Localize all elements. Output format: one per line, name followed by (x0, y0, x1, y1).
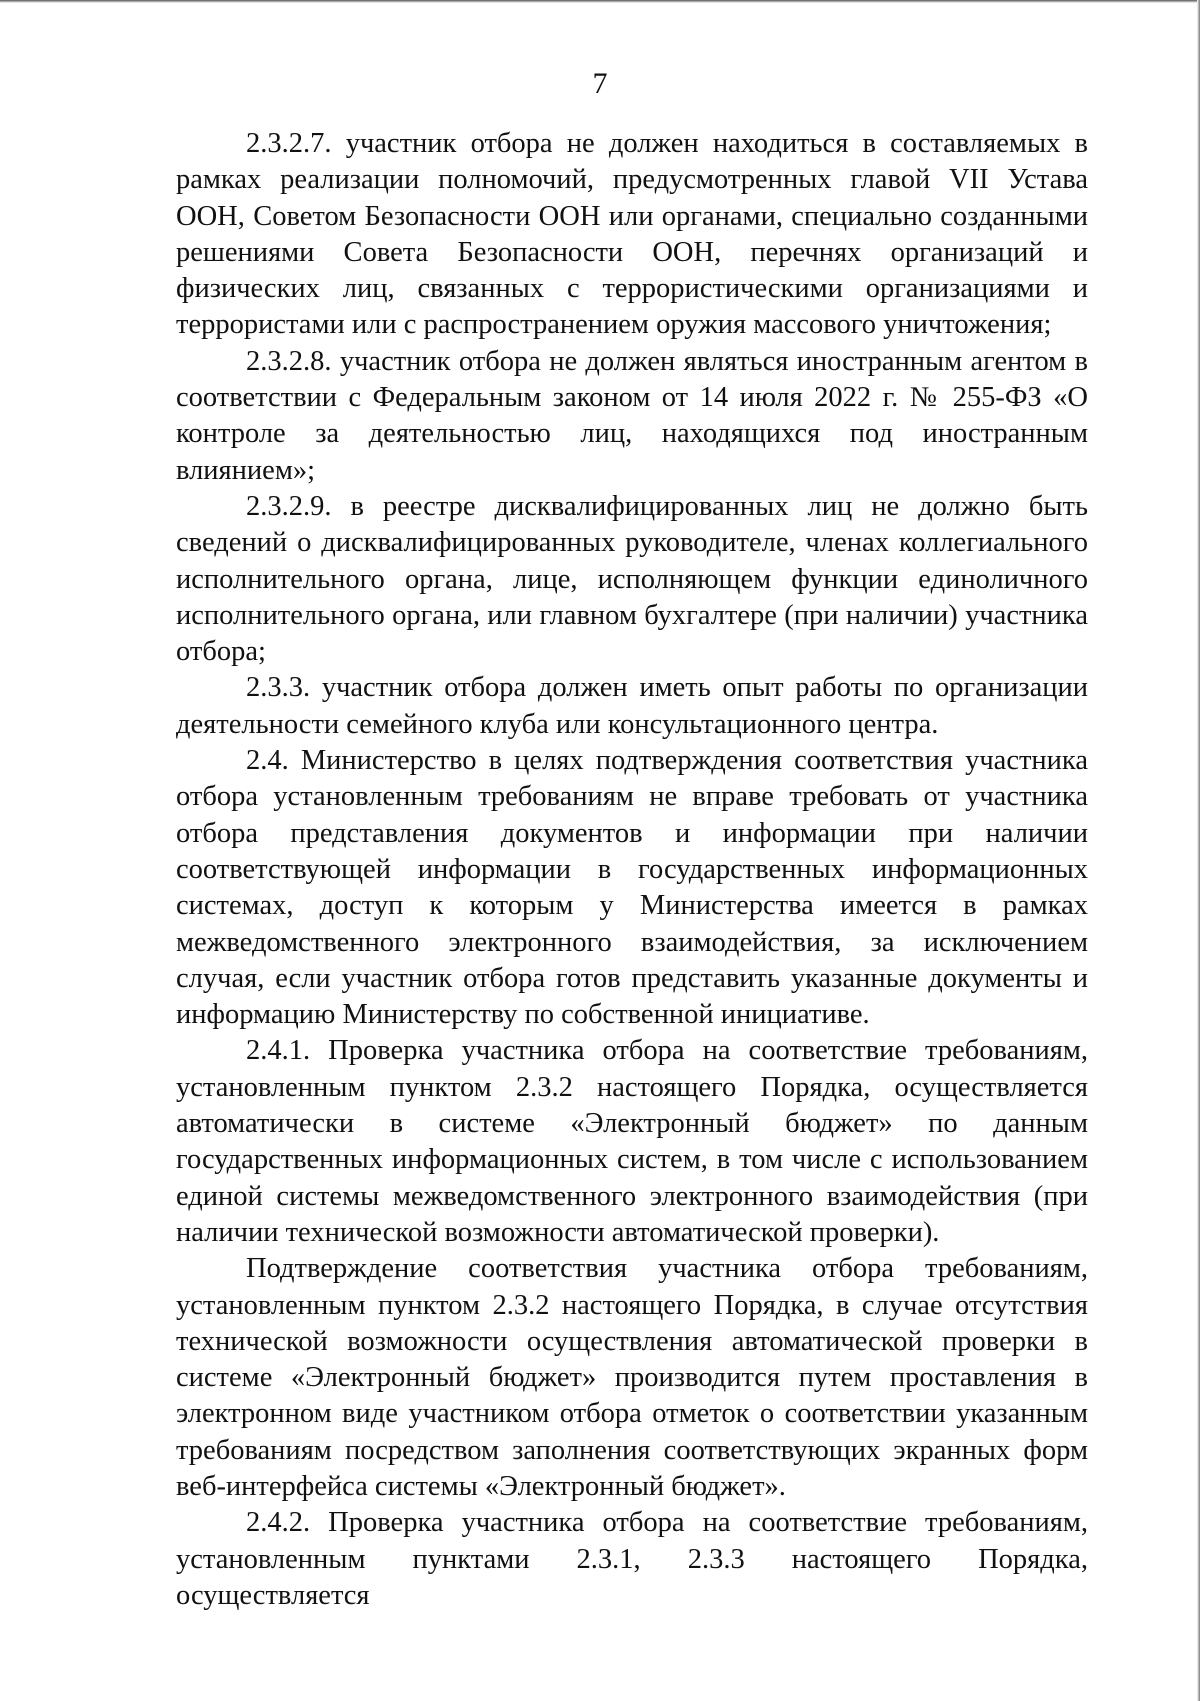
paragraph-2-4-1: 2.4.1. Проверка участника отбора на соответствие требованиям, установленным пунктом 2.3.2 настоящего Порядка, осуществляется автоматически в системе «Электронный бюджет» по данным государственных информационных систем, в том числе с использованием единой системы межведомственного электронного взаимодействия (при наличии технической возможности автоматической проверки). (176, 1035, 1088, 1248)
document-text (176, 126, 1088, 1614)
paragraph-2-3-2-8: 2.3.2.8. участник отбора не должен являться иностранным агентом в соответствии с Федеральным законом от 14 июля 2022 г. № 255-ФЗ «О контроле за деятельностью лиц, находящихся под иностранным влиянием»; (176, 345, 1088, 486)
paragraph-confirmation: Подтверждение соответствия участника отбора требованиям, установленным пунктом 2.3.2 настоящего Порядка, в случае отсутствия технической возможности осуществления автоматической проверки в системе «Электронный бюджет» производится путем проставления в электронном виде участником отбора отметок о соответствии указанным требованиям посредством заполнения соответствующих экранных форм веб-интерфейса системы «Электронный бюджет». (176, 1253, 1088, 1502)
paragraph-2-4-2: 2.4.2. Проверка участника отбора на соответствие требованиям, установленным пунктами 2.3.1, 2.3.3 настоящего Порядка, осуществляется (176, 1507, 1088, 1611)
page-number: 7 (592, 67, 608, 100)
paragraph-2-4: 2.4. Министерство в целях подтверждения соответствия участника отбора установленным требованиям не вправе требовать от участника отбора представления документов и информации при наличии соответствующей информации в государственных информационных системах, доступ к которым у Министерства имеется в рамках межведомственного электронного взаимодействия, за исключением случая, если участник отбора готов представить указанные документы и информацию Министерству по собственной инициативе. (176, 745, 1088, 1031)
paragraph-2-3-2-7: 2.3.2.7. участник отбора не должен находиться в составляемых в рамках реализации полномочий, предусмотренных главой VII Устава ООН, Советом Безопасности ООН или органами, специально созданными решениями Совета Безопасности ООН, перечнях организаций и физических лиц, связанных с террористическими организациями и террористами или с распространением оружия массового уничтожения; (176, 128, 1088, 341)
scan-edge-top (0, 0, 1200, 3)
paragraph-2-3-2-9: 2.3.2.9. в реестре дисквалифицированных лиц не должно быть сведений о дисквалифицированных руководителе, членах коллегиального исполнительного органа, лице, исполняющем функции единоличного исполнительного органа, или главном бухгалтере (при наличии) участника отбора; (176, 490, 1088, 668)
paragraph-2-3-3: 2.3.3. участник отбора должен иметь опыт работы по организации деятельности семейного клуба или консультационного центра. (176, 672, 1088, 740)
